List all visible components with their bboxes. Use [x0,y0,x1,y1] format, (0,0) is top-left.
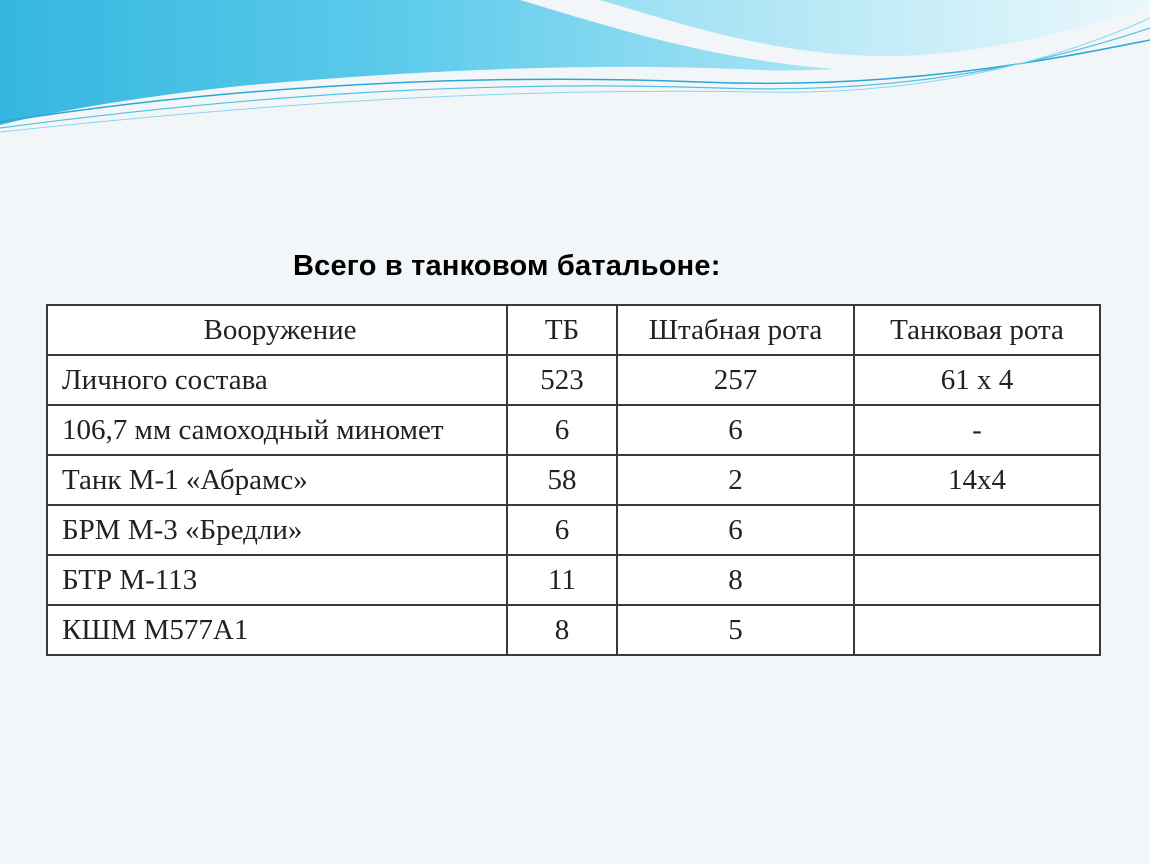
cell-hq-company: 8 [617,555,854,605]
table-row [47,555,1100,605]
armament-table [46,304,1101,656]
cell-tb: 8 [507,605,617,655]
table-header-row [47,305,1100,355]
table-row [47,605,1100,655]
cell-tank-company [854,505,1100,555]
cell-hq-company: 257 [617,355,854,405]
header-tank-company: Танковая рота [854,305,1100,355]
cell-tb: 58 [507,455,617,505]
cell-armament: БРМ М-3 «Бредли» [47,505,507,555]
cell-hq-company: 2 [617,455,854,505]
header-hq-company: Штабная рота [617,305,854,355]
cell-tank-company: - [854,405,1100,455]
cell-tank-company: 14х4 [854,455,1100,505]
table-row [47,455,1100,505]
cell-hq-company: 5 [617,605,854,655]
cell-tb: 11 [507,555,617,605]
cell-armament: БТР М-113 [47,555,507,605]
table-row [47,355,1100,405]
wave-header-decoration [0,0,1150,140]
cell-armament: Личного состава [47,355,507,405]
cell-hq-company: 6 [617,505,854,555]
header-tb: ТБ [507,305,617,355]
cell-tb: 6 [507,505,617,555]
cell-tb: 6 [507,405,617,455]
cell-hq-company: 6 [617,405,854,455]
cell-armament: КШМ М577А1 [47,605,507,655]
table-row [47,405,1100,455]
cell-tb: 523 [507,355,617,405]
cell-tank-company [854,605,1100,655]
cell-tank-company: 61 х 4 [854,355,1100,405]
slide-title: Всего в танковом батальоне: [293,250,721,282]
cell-armament: 106,7 мм самоходный миномет [47,405,507,455]
cell-armament: Танк М-1 «Абрамс» [47,455,507,505]
header-armament: Вооружение [47,305,507,355]
cell-tank-company [854,555,1100,605]
table-row [47,505,1100,555]
